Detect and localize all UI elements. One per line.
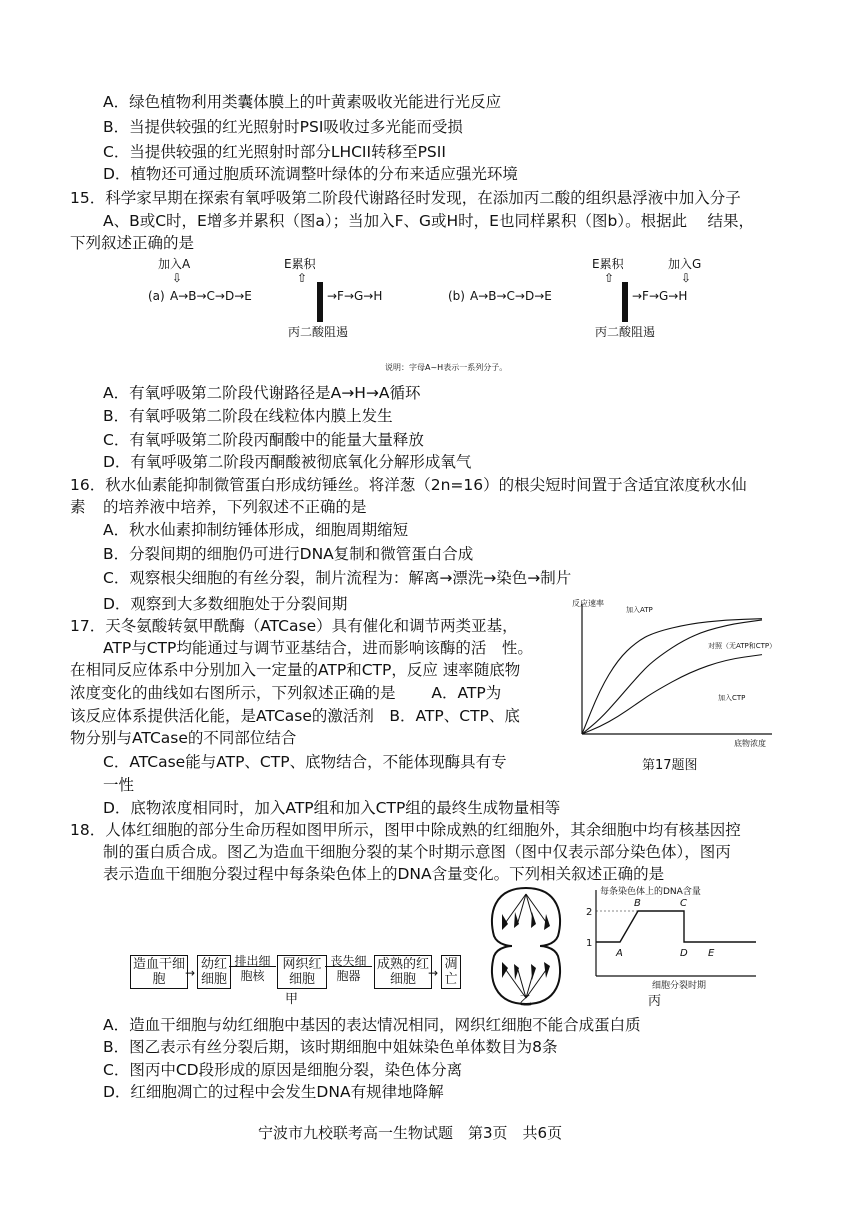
q18-option-b: B．图乙表示有丝分裂后期，该时期细胞中姐妹染色单体数目为8条 xyxy=(103,1038,558,1056)
jia-arrow-label-2: 丧失细胞器 xyxy=(330,954,367,983)
q15-option-b: B．有氧呼吸第二阶段在线粒体内膜上发生 xyxy=(103,407,393,425)
bing-point-a: A xyxy=(616,948,623,959)
q14-option-c: C．当提供较强的红光照射时部分LHCII转移至PSII xyxy=(103,143,446,161)
jia-arrow-line-2 xyxy=(325,966,372,967)
q17-figure-caption: 第17题图 xyxy=(642,758,698,773)
jia-box-erythroblast: 幼红细胞 xyxy=(197,955,231,989)
jia-arrow-1: → xyxy=(185,966,196,980)
q17-series-2-label: 对照（无ATP和CTP） xyxy=(708,642,777,650)
q18-stem-line2: 制的蛋白质合成。图乙为造血干细胞分裂的某个时期示意图（图中仅表示部分染色体），图丙 xyxy=(103,843,731,861)
bing-xlabel: 细胞分裂时期 xyxy=(652,981,707,990)
q18-option-c: C．图丙中CD段形成的原因是细胞分裂，染色体分离 xyxy=(103,1061,463,1079)
q15-option-a: A．有氧呼吸第二阶段代谢路径是A→H→A循环 xyxy=(103,384,421,402)
q15-a-accum-arrow: ⇧ xyxy=(297,271,308,285)
bing-point-e: E xyxy=(708,948,715,959)
q14-option-a: A．绿色植物利用类囊体膜上的叶黄素吸收光能进行光反应 xyxy=(103,93,502,111)
q16-option-d: D．观察到大多数细胞处于分裂间期 xyxy=(103,595,348,613)
q16-option-a: A．秋水仙素抑制纺锤体形成，细胞周期缩短 xyxy=(103,521,409,539)
jia-arrow-label-1: 排出细胞核 xyxy=(234,954,271,983)
jia-box-reticulocyte: 网织红细胞 xyxy=(277,955,327,989)
q18-option-a: A．造血干细胞与幼红细胞中基因的表达情况相同，网织红细胞不能合成蛋白质 xyxy=(103,1016,641,1034)
q17-line7: C．ATCase能与ATP、CTP、底物结合，不能体现酶具有专 xyxy=(103,753,507,771)
q17-ylabel: 反应速率 xyxy=(572,599,604,608)
q16-stem-line1: 16．秋水仙素能抑制微管蛋白形成纺锤丝。将洋葱（2n=16）的根尖短时间置于含适宜浓度秋水仙 xyxy=(70,476,747,494)
q15-a-block-bar xyxy=(317,282,323,322)
q17-line9: D．底物浓度相同时，加入ATP组和加入CTP组的最终生成物量相等 xyxy=(103,799,561,817)
q16-stem-line2b: 的培养液中培养，下列叙述不正确的是 xyxy=(103,498,367,516)
q15-b-block-bar xyxy=(622,282,628,322)
q18-figure-bing xyxy=(580,884,760,990)
page-footer: 宁波市九校联考高一生物试题 第3页 共6页 xyxy=(258,1124,563,1142)
q17-line3: 在相同反应体系中分别加入一定量的ATP和CTP，反应 速率随底物 xyxy=(70,661,521,679)
q15-stem-line2: A、B或C时，E增多并累积（图a）；当加入F、G或H时，E也同样累积（图b）。根据此 结果， xyxy=(103,212,754,230)
q16-option-b: B．分裂间期的细胞仍可进行DNA复制和微管蛋白合成 xyxy=(103,545,474,563)
q18-option-d: D．红细胞凋亡的过程中会发生DNA有规律地降解 xyxy=(103,1083,444,1101)
bing-ylabel: 每条染色体上的DNA含量 xyxy=(600,887,701,897)
q17-line2: ATP与CTP均能通过与调节亚基结合，进而影响该酶的活 性。 xyxy=(103,639,533,657)
q15-a-accum-label: E累积 xyxy=(284,257,316,271)
q15-figure-note: 说明：字母A~H表示一系列分子。 xyxy=(385,363,508,372)
q15-b-add-label: 加入G xyxy=(668,257,702,271)
q17-series-1-label: 加入ATP xyxy=(626,606,653,614)
q15-b-accum-label: E累积 xyxy=(592,257,624,271)
bing-ytick-2: 2 xyxy=(586,907,593,918)
q15-figure xyxy=(140,252,740,377)
bing-point-c: C xyxy=(680,898,687,909)
bing-point-d: D xyxy=(680,948,688,959)
q18-figure-yi xyxy=(484,884,568,1009)
yi-label: 乙 xyxy=(519,994,533,1009)
q15-option-c: C．有氧呼吸第二阶段丙酮酸中的能量大量释放 xyxy=(103,431,424,449)
q16-option-c: C．观察根尖细胞的有丝分裂，制片流程为：解离→漂洗→染色→制片 xyxy=(103,569,572,587)
q17-chart xyxy=(568,596,800,748)
q17-line1: 17．天冬氨酸转氨甲酰酶（ATCase）具有催化和调节两类亚基， xyxy=(70,617,518,635)
q15-a-add-arrow: ⇩ xyxy=(172,271,183,285)
q18-stem-line3: 表示造血干细胞分裂过程中每条染色体上的DNA含量变化。下列相关叙述正确的是 xyxy=(103,865,665,883)
q15-b-add-arrow: ⇩ xyxy=(681,271,692,285)
q15-a-tag: (a) xyxy=(148,289,165,303)
q15-stem-line3: 下列叙述正确的是 xyxy=(70,234,195,252)
q17-series-1-line xyxy=(582,619,762,734)
q17-line8: 一性 xyxy=(103,776,135,794)
q17-line4: 浓度变化的曲线如右图所示，下列叙述正确的是 A．ATP为 xyxy=(70,684,502,702)
q16-stem-line2a: 素 xyxy=(70,498,86,516)
q17-series-2-line xyxy=(582,620,762,734)
q18-stem-line1: 18．人体红细胞的部分生命历程如图甲所示，图甲中除成熟的红细胞外，其余细胞中均有核基因控 xyxy=(70,821,741,839)
q15-a-chain: A→B→C→D→E xyxy=(170,289,252,303)
bing-label: 丙 xyxy=(648,994,662,1009)
q15-a-block-label: 丙二酸阻遏 xyxy=(288,325,349,339)
jia-label: 甲 xyxy=(285,992,299,1007)
q17-series-3-label: 加入CTP xyxy=(718,694,746,702)
q15-option-d: D．有氧呼吸第二阶段丙酮酸被彻底氧化分解形成氧气 xyxy=(103,453,472,471)
jia-box-stem-cell: 造血干细胞 xyxy=(130,955,188,989)
q17-line6: 物分别与ATCase的不同部位结合 xyxy=(70,729,297,747)
q15-b-block-label: 丙二酸阻遏 xyxy=(595,325,656,339)
jia-box-mature-rbc: 成熟的红细胞 xyxy=(374,955,432,989)
bing-dna-line xyxy=(596,911,756,942)
q15-stem-line1: 15．科学家早期在探索有氧呼吸第二阶段代谢路径时发现，在添加丙二酸的组织悬浮液中加入分子 xyxy=(70,189,741,207)
jia-box-apoptosis: 凋亡 xyxy=(441,955,461,989)
q15-b-chain-right: →F→G→H xyxy=(632,289,688,303)
q15-a-add-label: 加入A xyxy=(158,257,191,271)
q17-xlabel: 底物浓度 xyxy=(734,739,766,748)
q15-b-chain: A→B→C→D→E xyxy=(470,289,552,303)
q17-line5: 该反应体系提供活化能，是ATCase的激活剂 B．ATP、CTP、底 xyxy=(70,707,520,725)
q14-option-b: B．当提供较强的红光照射时PSI吸收过多光能而受损 xyxy=(103,118,463,136)
q15-a-chain-right: →F→G→H xyxy=(327,289,383,303)
jia-arrow-line-1 xyxy=(229,966,276,967)
q15-b-tag: (b) xyxy=(448,289,465,303)
q15-b-accum-arrow: ⇧ xyxy=(604,271,615,285)
bing-ytick-1: 1 xyxy=(586,938,593,949)
jia-arrow-3: → xyxy=(428,966,439,980)
q14-option-d: D．植物还可通过胞质环流调整叶绿体的分布来适应强光环境 xyxy=(103,165,518,183)
bing-point-b: B xyxy=(634,898,641,909)
